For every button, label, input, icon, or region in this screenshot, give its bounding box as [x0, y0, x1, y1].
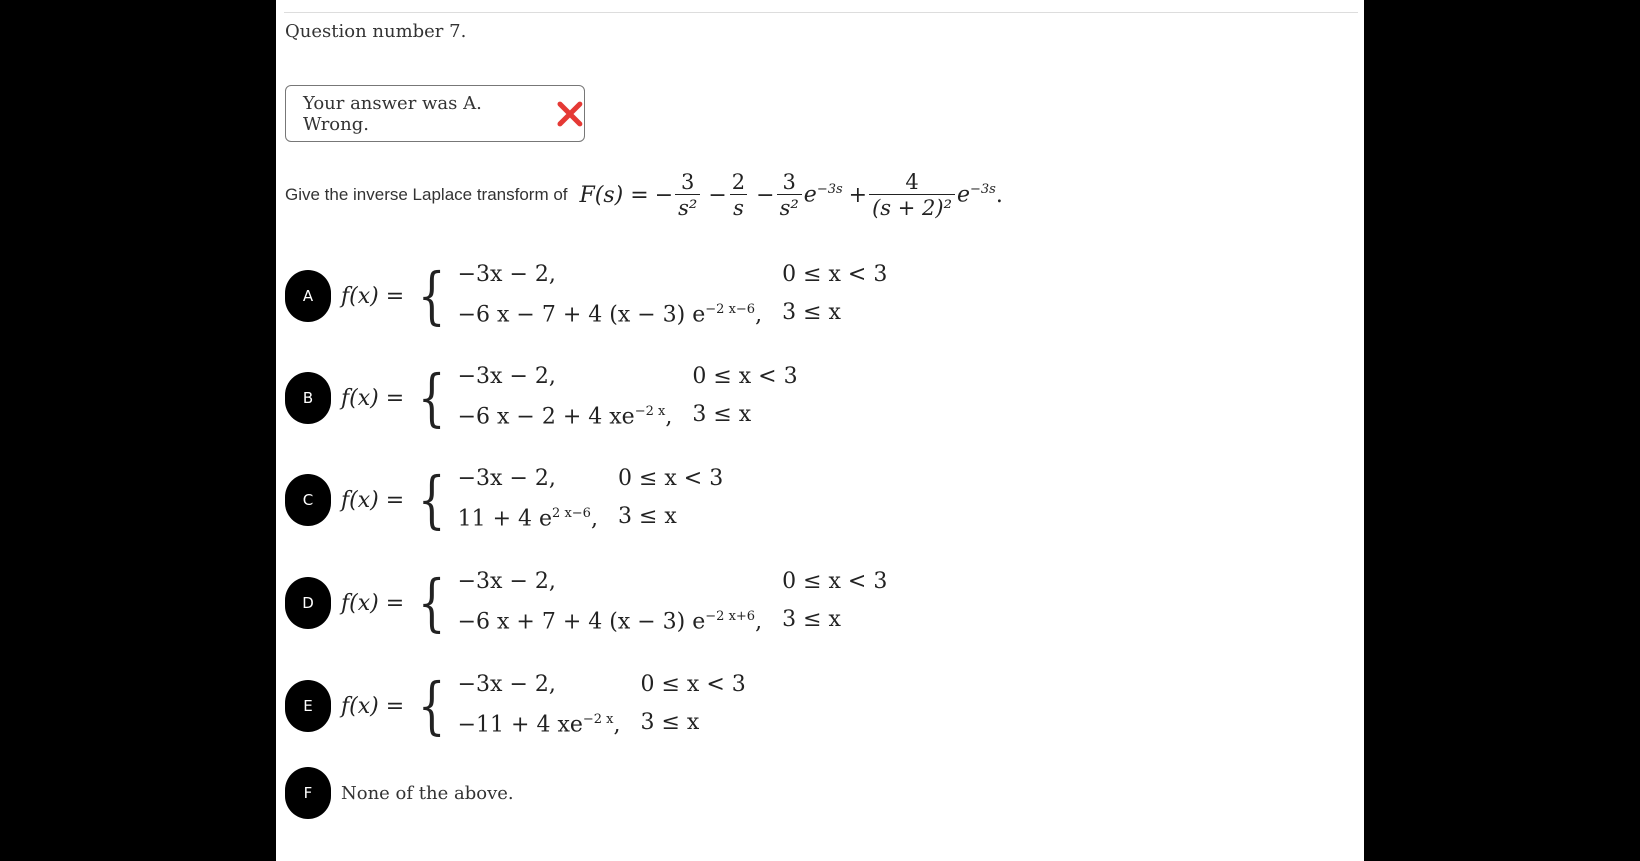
- option-a-row2-main: −6 x − 7 + 4 (x − 3) e: [457, 302, 706, 328]
- term4-exp-base: e: [956, 182, 971, 208]
- option-a-row2-sup: −2 x−6: [705, 302, 756, 318]
- option-c-row2-cond: 3 ≤ x: [617, 504, 677, 529]
- feedback-text: Your answer was A. Wrong.: [303, 92, 482, 135]
- term1-sign: −: [654, 182, 674, 208]
- option-d-row2-cond: 3 ≤ x: [782, 607, 841, 632]
- term3-sign: −: [756, 182, 775, 208]
- option-e-row2-expr: [458, 703, 621, 743]
- term4-exp: [957, 182, 996, 207]
- option-e-row2-cond: 3 ≤ x: [640, 710, 700, 735]
- option-b-brace: {: [418, 361, 446, 434]
- option-d-row2-sup: −2 x+6: [705, 609, 756, 625]
- option-a-lhs: f(x) =: [341, 283, 405, 309]
- option-c-badge[interactable]: C: [285, 474, 331, 526]
- option-b-row2-tail: ,: [665, 404, 673, 430]
- term2-sign: −: [708, 182, 727, 208]
- option-e[interactable]: [285, 669, 746, 742]
- option-e-badge[interactable]: E: [285, 680, 331, 732]
- option-c-row1-expr: −3x − 2,: [457, 466, 556, 492]
- option-f[interactable]: [285, 763, 514, 823]
- question-prompt: [285, 165, 1003, 225]
- term1-fraction: [675, 170, 700, 220]
- term2-num: 2: [731, 170, 746, 194]
- option-d-cases: [458, 565, 888, 640]
- top-divider: [284, 12, 1358, 13]
- option-e-lhs: f(x) =: [341, 693, 405, 719]
- option-a-brace: {: [418, 259, 446, 332]
- option-b-row2-sup: −2 x: [634, 404, 666, 420]
- option-e-row2-main: −11 + 4 xe: [457, 712, 583, 738]
- term2-den: s: [730, 194, 747, 220]
- prompt-lhs: F(s) =: [579, 182, 649, 208]
- question-page: [276, 0, 1364, 861]
- option-c-row2-expr: [458, 497, 598, 537]
- term1-num: 3: [681, 170, 695, 194]
- option-a-row2-cond: 3 ≤ x: [782, 300, 841, 325]
- term1-den: s²: [675, 194, 700, 220]
- option-b-row1-expr: −3x − 2,: [457, 364, 556, 390]
- option-d-row1-cond: 0 ≤ x < 3: [782, 569, 888, 595]
- term2-fraction: [729, 170, 748, 220]
- option-c-brace: {: [418, 463, 446, 536]
- option-d-lhs: f(x) =: [341, 590, 405, 616]
- option-d-badge[interactable]: D: [285, 577, 331, 629]
- option-d-row2-main: −6 x + 7 + 4 (x − 3) e: [457, 609, 706, 635]
- option-b[interactable]: [285, 361, 798, 434]
- term3-fraction: [777, 170, 802, 220]
- option-a-row2-tail: ,: [755, 302, 763, 328]
- option-b-badge[interactable]: B: [285, 372, 331, 424]
- option-c-row2-sup: 2 x−6: [552, 506, 591, 522]
- term3-den: s²: [777, 194, 802, 220]
- option-b-row2-cond: 3 ≤ x: [692, 402, 752, 427]
- option-d-row1-expr: −3x − 2,: [457, 569, 556, 595]
- prompt-end: .: [995, 182, 1003, 208]
- option-c[interactable]: [285, 463, 724, 536]
- option-f-text: None of the above.: [341, 782, 514, 804]
- term4-num: 4: [905, 170, 919, 194]
- option-e-row1-cond: 0 ≤ x < 3: [640, 672, 746, 698]
- option-e-cases: [458, 668, 746, 743]
- option-e-row1-expr: −3x − 2,: [457, 672, 556, 698]
- option-a-row1-cond: 0 ≤ x < 3: [782, 262, 888, 288]
- option-f-badge[interactable]: F: [285, 767, 331, 819]
- option-a-cases: [458, 258, 888, 333]
- option-c-cases: [458, 462, 724, 537]
- term4-den: (s + 2)²: [869, 194, 955, 220]
- wrong-x-icon: [556, 100, 584, 128]
- option-b-row2-expr: [458, 395, 673, 435]
- option-d-row2-expr: [458, 600, 762, 640]
- option-e-row2-sup: −2 x: [582, 712, 614, 728]
- term4-sign: +: [848, 182, 868, 208]
- option-c-lhs: f(x) =: [341, 487, 405, 513]
- term3-num: 3: [782, 170, 796, 194]
- option-b-row1-cond: 0 ≤ x < 3: [692, 364, 798, 390]
- option-b-lhs: f(x) =: [341, 385, 405, 411]
- prompt-text: Give the inverse Laplace transform of: [285, 185, 568, 204]
- option-c-row2-main: 11 + 4 e: [457, 506, 553, 532]
- option-d-brace: {: [418, 566, 446, 639]
- term3-exp-base: e: [803, 182, 817, 208]
- option-a[interactable]: [285, 259, 888, 332]
- option-b-cases: [458, 360, 798, 435]
- option-a-row1-expr: −3x − 2,: [457, 262, 556, 288]
- option-d-row2-tail: ,: [755, 609, 763, 635]
- question-number: Question number 7.: [285, 21, 467, 42]
- term3-exp: [804, 182, 843, 207]
- option-e-brace: {: [418, 669, 446, 742]
- term4-fraction: [869, 170, 955, 220]
- option-a-badge[interactable]: A: [285, 270, 331, 322]
- option-c-row2-tail: ,: [590, 506, 598, 532]
- option-c-row1-cond: 0 ≤ x < 3: [617, 466, 724, 492]
- option-b-row2-main: −6 x − 2 + 4 xe: [457, 404, 635, 430]
- answer-feedback-box: [285, 85, 585, 142]
- term4-exp-sup: −3s: [970, 182, 996, 198]
- option-d[interactable]: [285, 566, 888, 639]
- term3-exp-sup: −3s: [816, 182, 843, 198]
- option-e-row2-tail: ,: [613, 712, 621, 738]
- option-a-row2-expr: [458, 293, 762, 333]
